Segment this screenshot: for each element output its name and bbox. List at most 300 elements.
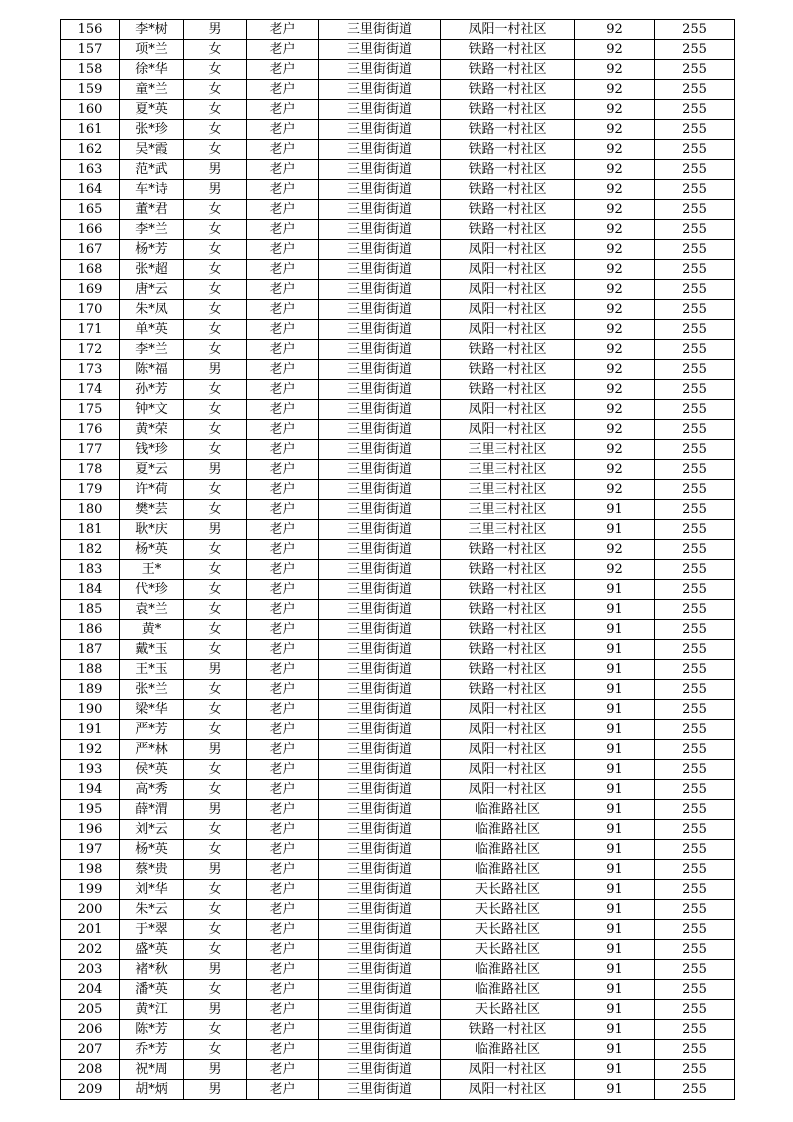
household-type-cell: 老户 (247, 780, 319, 800)
gender-cell: 女 (184, 480, 247, 500)
table-row (61, 1020, 735, 1040)
age-cell: 92 (575, 480, 655, 500)
gender-cell: 男 (184, 860, 247, 880)
household-type-cell: 老户 (247, 800, 319, 820)
resident-name-cell: 董*君 (120, 200, 184, 220)
amount-cell: 255 (655, 800, 735, 820)
street-office-cell: 三里街街道 (319, 760, 441, 780)
amount-cell: 255 (655, 1020, 735, 1040)
amount-cell: 255 (655, 720, 735, 740)
community-cell: 铁路一村社区 (441, 60, 575, 80)
community-cell: 铁路一村社区 (441, 640, 575, 660)
table-row (61, 540, 735, 560)
resident-name-cell: 樊*芸 (120, 500, 184, 520)
street-office-cell: 三里街街道 (319, 240, 441, 260)
household-type-cell: 老户 (247, 880, 319, 900)
gender-cell: 女 (184, 920, 247, 940)
gender-cell: 女 (184, 380, 247, 400)
household-type-cell: 老户 (247, 20, 319, 40)
community-cell: 凤阳一村社区 (441, 700, 575, 720)
age-cell: 91 (575, 700, 655, 720)
amount-cell: 255 (655, 580, 735, 600)
resident-name-cell: 张*超 (120, 260, 184, 280)
amount-cell: 255 (655, 440, 735, 460)
resident-name-cell: 钱*珍 (120, 440, 184, 460)
resident-name-cell: 张*兰 (120, 680, 184, 700)
age-cell: 92 (575, 220, 655, 240)
household-type-cell: 老户 (247, 120, 319, 140)
resident-name-cell: 侯*英 (120, 760, 184, 780)
household-type-cell: 老户 (247, 820, 319, 840)
street-office-cell: 三里街街道 (319, 680, 441, 700)
gender-cell: 女 (184, 400, 247, 420)
gender-cell: 女 (184, 420, 247, 440)
amount-cell: 255 (655, 680, 735, 700)
resident-name-cell: 杨*英 (120, 840, 184, 860)
row-number-cell: 165 (61, 200, 120, 220)
household-type-cell: 老户 (247, 680, 319, 700)
age-cell: 91 (575, 580, 655, 600)
table-row (61, 720, 735, 740)
street-office-cell: 三里街街道 (319, 140, 441, 160)
table-row (61, 280, 735, 300)
street-office-cell: 三里街街道 (319, 600, 441, 620)
household-type-cell: 老户 (247, 900, 319, 920)
resident-name-cell: 黄* (120, 620, 184, 640)
age-cell: 92 (575, 160, 655, 180)
gender-cell: 女 (184, 500, 247, 520)
community-cell: 铁路一村社区 (441, 600, 575, 620)
gender-cell: 男 (184, 460, 247, 480)
amount-cell: 255 (655, 460, 735, 480)
gender-cell: 女 (184, 680, 247, 700)
row-number-cell: 182 (61, 540, 120, 560)
row-number-cell: 206 (61, 1020, 120, 1040)
gender-cell: 男 (184, 180, 247, 200)
resident-name-cell: 于*翠 (120, 920, 184, 940)
age-cell: 91 (575, 900, 655, 920)
age-cell: 92 (575, 60, 655, 80)
table-row (61, 480, 735, 500)
gender-cell: 女 (184, 1020, 247, 1040)
household-type-cell: 老户 (247, 540, 319, 560)
amount-cell: 255 (655, 940, 735, 960)
household-type-cell: 老户 (247, 280, 319, 300)
table-row (61, 940, 735, 960)
community-cell: 天长路社区 (441, 900, 575, 920)
age-cell: 92 (575, 340, 655, 360)
gender-cell: 女 (184, 580, 247, 600)
household-type-cell: 老户 (247, 560, 319, 580)
amount-cell: 255 (655, 840, 735, 860)
street-office-cell: 三里街街道 (319, 940, 441, 960)
table-row (61, 340, 735, 360)
household-type-cell: 老户 (247, 740, 319, 760)
gender-cell: 女 (184, 600, 247, 620)
amount-cell: 255 (655, 960, 735, 980)
row-number-cell: 209 (61, 1080, 120, 1100)
gender-cell: 女 (184, 560, 247, 580)
household-type-cell: 老户 (247, 620, 319, 640)
resident-name-cell: 盛*英 (120, 940, 184, 960)
row-number-cell: 199 (61, 880, 120, 900)
resident-name-cell: 王* (120, 560, 184, 580)
street-office-cell: 三里街街道 (319, 420, 441, 440)
row-number-cell: 187 (61, 640, 120, 660)
table-row (61, 240, 735, 260)
community-cell: 三里三村社区 (441, 480, 575, 500)
household-type-cell: 老户 (247, 40, 319, 60)
gender-cell: 女 (184, 240, 247, 260)
gender-cell: 男 (184, 1060, 247, 1080)
community-cell: 天长路社区 (441, 1000, 575, 1020)
age-cell: 92 (575, 40, 655, 60)
age-cell: 91 (575, 1000, 655, 1020)
gender-cell: 女 (184, 40, 247, 60)
community-cell: 凤阳一村社区 (441, 780, 575, 800)
amount-cell: 255 (655, 280, 735, 300)
community-cell: 凤阳一村社区 (441, 320, 575, 340)
age-cell: 91 (575, 1080, 655, 1100)
community-cell: 铁路一村社区 (441, 1020, 575, 1040)
household-type-cell: 老户 (247, 440, 319, 460)
household-type-cell: 老户 (247, 100, 319, 120)
age-cell: 91 (575, 620, 655, 640)
amount-cell: 255 (655, 1040, 735, 1060)
household-type-cell: 老户 (247, 80, 319, 100)
community-cell: 凤阳一村社区 (441, 300, 575, 320)
row-number-cell: 208 (61, 1060, 120, 1080)
community-cell: 凤阳一村社区 (441, 20, 575, 40)
gender-cell: 男 (184, 520, 247, 540)
row-number-cell: 194 (61, 780, 120, 800)
table-row (61, 420, 735, 440)
resident-name-cell: 张*珍 (120, 120, 184, 140)
table-row (61, 780, 735, 800)
row-number-cell: 161 (61, 120, 120, 140)
age-cell: 91 (575, 860, 655, 880)
age-cell: 91 (575, 820, 655, 840)
community-cell: 凤阳一村社区 (441, 240, 575, 260)
row-number-cell: 183 (61, 560, 120, 580)
community-cell: 天长路社区 (441, 940, 575, 960)
resident-name-cell: 杨*芳 (120, 240, 184, 260)
age-cell: 92 (575, 320, 655, 340)
row-number-cell: 191 (61, 720, 120, 740)
row-number-cell: 174 (61, 380, 120, 400)
resident-name-cell: 耿*庆 (120, 520, 184, 540)
gender-cell: 女 (184, 760, 247, 780)
street-office-cell: 三里街街道 (319, 60, 441, 80)
gender-cell: 女 (184, 540, 247, 560)
community-cell: 铁路一村社区 (441, 120, 575, 140)
resident-name-cell: 李*树 (120, 20, 184, 40)
community-cell: 天长路社区 (441, 920, 575, 940)
row-number-cell: 196 (61, 820, 120, 840)
street-office-cell: 三里街街道 (319, 320, 441, 340)
table-row (61, 920, 735, 940)
household-type-cell: 老户 (247, 960, 319, 980)
community-cell: 铁路一村社区 (441, 620, 575, 640)
gender-cell: 女 (184, 640, 247, 660)
household-type-cell: 老户 (247, 180, 319, 200)
resident-name-cell: 黄*江 (120, 1000, 184, 1020)
row-number-cell: 181 (61, 520, 120, 540)
gender-cell: 男 (184, 1000, 247, 1020)
resident-name-cell: 黄*荣 (120, 420, 184, 440)
household-type-cell: 老户 (247, 520, 319, 540)
resident-name-cell: 夏*英 (120, 100, 184, 120)
table-row (61, 260, 735, 280)
resident-name-cell: 朱*凤 (120, 300, 184, 320)
household-type-cell: 老户 (247, 300, 319, 320)
resident-name-cell: 王*玉 (120, 660, 184, 680)
age-cell: 91 (575, 1020, 655, 1040)
household-type-cell: 老户 (247, 980, 319, 1000)
household-type-cell: 老户 (247, 1080, 319, 1100)
community-cell: 临淮路社区 (441, 860, 575, 880)
age-cell: 91 (575, 1040, 655, 1060)
community-cell: 铁路一村社区 (441, 680, 575, 700)
resident-name-cell: 项*兰 (120, 40, 184, 60)
street-office-cell: 三里街街道 (319, 300, 441, 320)
age-cell: 91 (575, 980, 655, 1000)
resident-name-cell: 潘*英 (120, 980, 184, 1000)
gender-cell: 女 (184, 80, 247, 100)
amount-cell: 255 (655, 340, 735, 360)
resident-name-cell: 严*林 (120, 740, 184, 760)
community-cell: 临淮路社区 (441, 1040, 575, 1060)
gender-cell: 男 (184, 800, 247, 820)
row-number-cell: 171 (61, 320, 120, 340)
community-cell: 铁路一村社区 (441, 40, 575, 60)
community-cell: 铁路一村社区 (441, 100, 575, 120)
household-type-cell: 老户 (247, 420, 319, 440)
row-number-cell: 180 (61, 500, 120, 520)
street-office-cell: 三里街街道 (319, 1000, 441, 1020)
age-cell: 92 (575, 400, 655, 420)
table-row (61, 180, 735, 200)
amount-cell: 255 (655, 40, 735, 60)
amount-cell: 255 (655, 860, 735, 880)
amount-cell: 255 (655, 400, 735, 420)
resident-name-cell: 单*英 (120, 320, 184, 340)
row-number-cell: 186 (61, 620, 120, 640)
amount-cell: 255 (655, 700, 735, 720)
age-cell: 91 (575, 740, 655, 760)
row-number-cell: 167 (61, 240, 120, 260)
row-number-cell: 164 (61, 180, 120, 200)
resident-name-cell: 梁*华 (120, 700, 184, 720)
amount-cell: 255 (655, 920, 735, 940)
row-number-cell: 190 (61, 700, 120, 720)
street-office-cell: 三里街街道 (319, 880, 441, 900)
row-number-cell: 172 (61, 340, 120, 360)
resident-name-cell: 袁*兰 (120, 600, 184, 620)
table-row (61, 860, 735, 880)
row-number-cell: 188 (61, 660, 120, 680)
street-office-cell: 三里街街道 (319, 800, 441, 820)
household-type-cell: 老户 (247, 460, 319, 480)
row-number-cell: 175 (61, 400, 120, 420)
community-cell: 铁路一村社区 (441, 360, 575, 380)
age-cell: 92 (575, 100, 655, 120)
resident-name-cell: 车*诗 (120, 180, 184, 200)
gender-cell: 女 (184, 780, 247, 800)
gender-cell: 女 (184, 900, 247, 920)
household-type-cell: 老户 (247, 940, 319, 960)
row-number-cell: 203 (61, 960, 120, 980)
resident-name-cell: 李*兰 (120, 220, 184, 240)
gender-cell: 女 (184, 100, 247, 120)
community-cell: 凤阳一村社区 (441, 280, 575, 300)
street-office-cell: 三里街街道 (319, 460, 441, 480)
gender-cell: 女 (184, 300, 247, 320)
community-cell: 凤阳一村社区 (441, 740, 575, 760)
gender-cell: 女 (184, 220, 247, 240)
row-number-cell: 166 (61, 220, 120, 240)
age-cell: 92 (575, 360, 655, 380)
row-number-cell: 157 (61, 40, 120, 60)
gender-cell: 女 (184, 320, 247, 340)
household-type-cell: 老户 (247, 1000, 319, 1020)
resident-name-cell: 薛*渭 (120, 800, 184, 820)
table-row (61, 600, 735, 620)
street-office-cell: 三里街街道 (319, 660, 441, 680)
age-cell: 91 (575, 660, 655, 680)
household-type-cell: 老户 (247, 480, 319, 500)
table-row (61, 60, 735, 80)
amount-cell: 255 (655, 880, 735, 900)
table-row (61, 140, 735, 160)
table-row (61, 40, 735, 60)
household-type-cell: 老户 (247, 320, 319, 340)
gender-cell: 女 (184, 120, 247, 140)
amount-cell: 255 (655, 500, 735, 520)
amount-cell: 255 (655, 820, 735, 840)
table-row (61, 620, 735, 640)
table-row (61, 960, 735, 980)
age-cell: 91 (575, 520, 655, 540)
street-office-cell: 三里街街道 (319, 640, 441, 660)
amount-cell: 255 (655, 260, 735, 280)
resident-name-cell: 范*武 (120, 160, 184, 180)
table-row (61, 520, 735, 540)
amount-cell: 255 (655, 980, 735, 1000)
row-number-cell: 202 (61, 940, 120, 960)
community-cell: 临淮路社区 (441, 820, 575, 840)
table-row (61, 1040, 735, 1060)
gender-cell: 女 (184, 1040, 247, 1060)
community-cell: 凤阳一村社区 (441, 1080, 575, 1100)
amount-cell: 255 (655, 520, 735, 540)
community-cell: 凤阳一村社区 (441, 260, 575, 280)
table-row (61, 80, 735, 100)
resident-name-cell: 夏*云 (120, 460, 184, 480)
amount-cell: 255 (655, 1000, 735, 1020)
amount-cell: 255 (655, 760, 735, 780)
household-type-cell: 老户 (247, 1040, 319, 1060)
street-office-cell: 三里街街道 (319, 960, 441, 980)
table-row (61, 220, 735, 240)
age-cell: 91 (575, 680, 655, 700)
resident-name-cell: 童*兰 (120, 80, 184, 100)
amount-cell: 255 (655, 160, 735, 180)
gender-cell: 女 (184, 880, 247, 900)
gender-cell: 女 (184, 720, 247, 740)
community-cell: 凤阳一村社区 (441, 760, 575, 780)
table-row (61, 560, 735, 580)
row-number-cell: 156 (61, 20, 120, 40)
row-number-cell: 200 (61, 900, 120, 920)
street-office-cell: 三里街街道 (319, 560, 441, 580)
resident-name-cell: 钟*文 (120, 400, 184, 420)
gender-cell: 女 (184, 980, 247, 1000)
resident-name-cell: 代*珍 (120, 580, 184, 600)
street-office-cell: 三里街街道 (319, 540, 441, 560)
resident-name-cell: 高*秀 (120, 780, 184, 800)
community-cell: 铁路一村社区 (441, 140, 575, 160)
table-row (61, 360, 735, 380)
row-number-cell: 176 (61, 420, 120, 440)
amount-cell: 255 (655, 140, 735, 160)
row-number-cell: 207 (61, 1040, 120, 1060)
age-cell: 91 (575, 800, 655, 820)
gender-cell: 女 (184, 280, 247, 300)
resident-name-cell: 陈*福 (120, 360, 184, 380)
amount-cell: 255 (655, 1060, 735, 1080)
age-cell: 91 (575, 640, 655, 660)
street-office-cell: 三里街街道 (319, 200, 441, 220)
resident-name-cell: 严*芳 (120, 720, 184, 740)
gender-cell: 女 (184, 260, 247, 280)
household-type-cell: 老户 (247, 840, 319, 860)
table-row (61, 320, 735, 340)
roster-body (61, 20, 735, 1100)
age-cell: 92 (575, 540, 655, 560)
gender-cell: 女 (184, 700, 247, 720)
row-number-cell: 169 (61, 280, 120, 300)
street-office-cell: 三里街街道 (319, 520, 441, 540)
household-type-cell: 老户 (247, 760, 319, 780)
row-number-cell: 159 (61, 80, 120, 100)
street-office-cell: 三里街街道 (319, 220, 441, 240)
age-cell: 92 (575, 460, 655, 480)
community-cell: 临淮路社区 (441, 800, 575, 820)
amount-cell: 255 (655, 380, 735, 400)
amount-cell: 255 (655, 180, 735, 200)
age-cell: 92 (575, 180, 655, 200)
age-cell: 92 (575, 380, 655, 400)
resident-name-cell: 蔡*贵 (120, 860, 184, 880)
amount-cell: 255 (655, 1080, 735, 1100)
gender-cell: 男 (184, 960, 247, 980)
amount-cell: 255 (655, 660, 735, 680)
resident-name-cell: 刘*云 (120, 820, 184, 840)
amount-cell: 255 (655, 100, 735, 120)
table-row (61, 380, 735, 400)
table-row (61, 820, 735, 840)
amount-cell: 255 (655, 320, 735, 340)
resident-name-cell: 许*荷 (120, 480, 184, 500)
age-cell: 91 (575, 920, 655, 940)
row-number-cell: 168 (61, 260, 120, 280)
community-cell: 三里三村社区 (441, 520, 575, 540)
row-number-cell: 162 (61, 140, 120, 160)
community-cell: 三里三村社区 (441, 460, 575, 480)
street-office-cell: 三里街街道 (319, 40, 441, 60)
household-type-cell: 老户 (247, 200, 319, 220)
